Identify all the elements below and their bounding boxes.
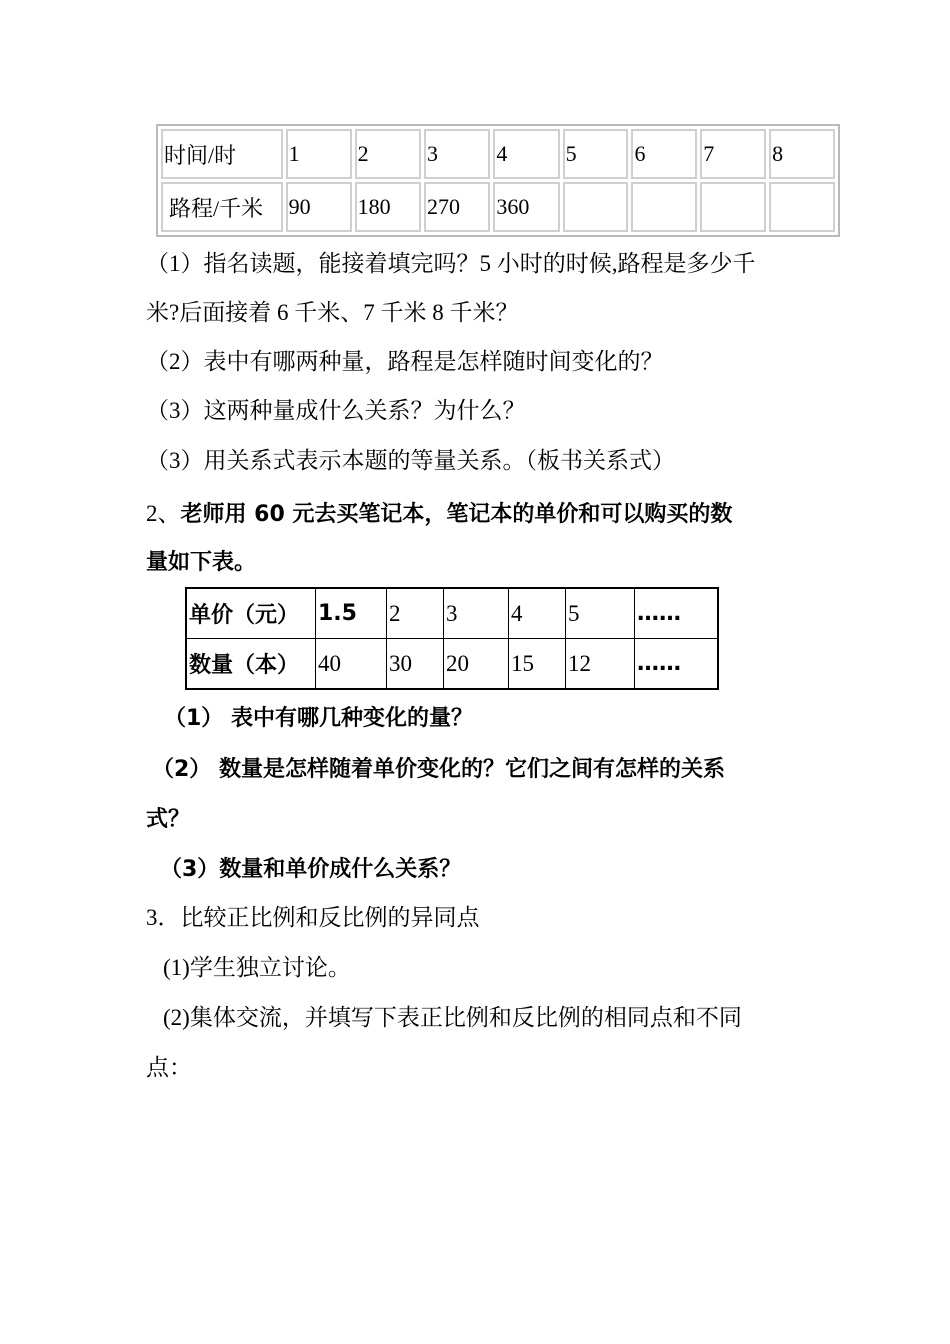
question-line: 米?后面接着 6 千米、7 千米 8 千米？ [146,300,519,325]
table-cell: 360 [493,182,559,232]
table-cell: 180 [355,182,421,232]
table-cell [700,182,766,232]
table-cell: 3 [424,129,490,179]
question-line: （3）这两种量成什么关系？为什么？ [146,398,526,423]
table-cell: …… [635,588,719,639]
question-line: （3）数量和单价成什么关系？ [160,857,462,882]
table-row [186,639,718,690]
table-cell: 20 [444,639,509,690]
table-cell: 4 [509,588,566,639]
table-cell: 单价（元） [186,588,316,639]
table-cell [631,182,697,232]
table-cell: 1 [286,129,352,179]
table-cell: 1.5 [316,588,387,639]
table-cell: 6 [631,129,697,179]
section-3-heading: 3．比较正比例和反比例的异同点 [146,905,480,930]
table-cell: 数量（本） [186,639,316,690]
price-quantity-table [185,587,719,690]
section-3-line: (1)学生独立讨论。 [163,955,351,980]
table-cell: 12 [566,639,635,690]
section-3-line: 点： [146,1055,192,1080]
table-cell: 30 [387,639,444,690]
table-cell: 5 [563,129,629,179]
question-line: （1） 表中有哪几种变化的量？ [164,706,473,731]
table-cell: 15 [509,639,566,690]
table-cell: 2 [387,588,444,639]
table-cell [563,182,629,232]
table-cell: 5 [566,588,635,639]
section-2-heading [146,499,732,530]
table-cell: 270 [424,182,490,232]
time-distance-table [156,124,840,237]
table-row [161,129,835,179]
section-2-number: 2、 [146,501,181,526]
table-cell: …… [635,639,719,690]
table-cell: 2 [355,129,421,179]
table-cell: 90 [286,182,352,232]
question-line: （3）用关系式表示本题的等量关系。（板书关系式） [146,448,675,473]
section-3-line: (2)集体交流，并填写下表正比例和反比例的相同点和不同 [163,1005,742,1030]
table-cell: 40 [316,639,387,690]
question-line: （2）表中有哪两种量，路程是怎样随时间变化的？ [146,349,664,374]
table-cell: 7 [700,129,766,179]
section-2-text-continued: 量如下表。 [146,550,257,575]
table-cell: 8 [769,129,835,179]
table-cell [769,182,835,232]
question-line: （1）指名读题，能接着填完吗？5 小时的时候,路程是多少千 [146,251,756,276]
table-cell: 时间/时 [161,129,283,179]
question-line: （2） 数量是怎样随着单价变化的？它们之间有怎样的关系 [152,757,725,782]
table-cell: 路程/千米 [161,182,283,232]
section-2-text: 老师用 60 元去买笔记本，笔记本的单价和可以购买的数 [180,502,733,527]
table-cell: 3 [444,588,509,639]
table-row [186,588,718,639]
table-cell: 4 [493,129,559,179]
question-line: 式？ [146,807,191,832]
table-row [161,182,835,232]
